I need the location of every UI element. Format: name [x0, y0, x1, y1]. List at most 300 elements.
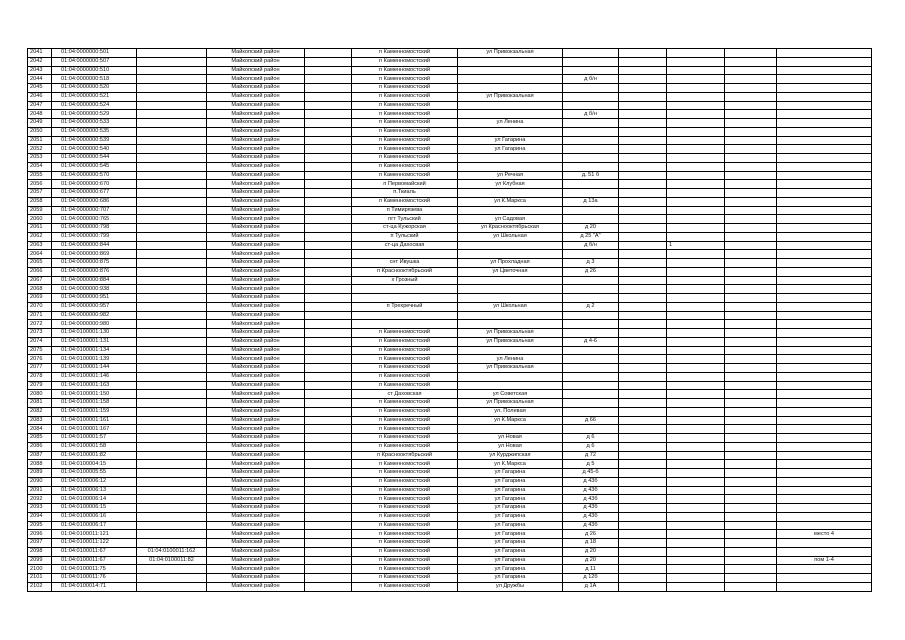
table-cell: [777, 407, 872, 416]
table-cell: 01:04:0000000:707: [52, 206, 137, 215]
table-cell: [305, 250, 352, 259]
table-cell: [305, 416, 352, 425]
table-cell: [667, 49, 725, 58]
table-cell: [667, 180, 725, 189]
table-cell: [777, 486, 872, 495]
table-cell: [777, 582, 872, 591]
table-cell: 2093: [28, 504, 52, 513]
table-cell: [777, 320, 872, 329]
table-cell: 2076: [28, 355, 52, 364]
table-cell: [619, 434, 667, 443]
table-cell: [777, 416, 872, 425]
table-cell: [137, 154, 207, 163]
table-cell: [725, 189, 777, 198]
table-cell: [563, 206, 619, 215]
table-cell: п Каменномостский: [352, 521, 458, 530]
table-row: [28, 49, 872, 58]
table-cell: [725, 66, 777, 75]
table-cell: Майкопский район: [207, 197, 305, 206]
table-cell: ул Гагарина: [458, 495, 563, 504]
table-row: [28, 407, 872, 416]
table-cell: [137, 189, 207, 198]
table-cell: 2057: [28, 189, 52, 198]
table-cell: д 66: [563, 416, 619, 425]
table-cell: 2100: [28, 565, 52, 574]
table-cell: ул Гагарина: [458, 565, 563, 574]
table-cell: 01:04:0100001:150: [52, 390, 137, 399]
table-cell: Майкопский район: [207, 49, 305, 58]
table-cell: [667, 294, 725, 303]
table-cell: [305, 565, 352, 574]
table-cell: [563, 320, 619, 329]
table-cell: 01:04:0000000:798: [52, 224, 137, 233]
table-cell: [667, 469, 725, 478]
table-row: [28, 206, 872, 215]
table-cell: [563, 119, 619, 128]
table-cell: д 26: [563, 267, 619, 276]
table-cell: Майкопский район: [207, 381, 305, 390]
table-cell: 01:04:0100001:134: [52, 346, 137, 355]
table-cell: ул Школьная: [458, 302, 563, 311]
table-cell: [777, 460, 872, 469]
table-cell: [619, 486, 667, 495]
table-cell: [725, 276, 777, 285]
table-cell: [619, 215, 667, 224]
table-cell: [137, 320, 207, 329]
table-cell: [305, 206, 352, 215]
table-cell: [777, 189, 872, 198]
table-cell: 01:04:0100006:15: [52, 504, 137, 513]
table-cell: 01:04:0100011:162: [137, 547, 207, 556]
table-cell: Майкопский район: [207, 57, 305, 66]
table-cell: Майкопский район: [207, 320, 305, 329]
table-cell: ст-ца Кужорская: [352, 224, 458, 233]
table-cell: [725, 434, 777, 443]
table-cell: [667, 451, 725, 460]
table-cell: [777, 101, 872, 110]
table-cell: [619, 390, 667, 399]
table-row: [28, 556, 872, 565]
table-cell: [305, 171, 352, 180]
table-cell: 01:04:0100011:75: [52, 565, 137, 574]
table-cell: 01:04:0000000:951: [52, 294, 137, 303]
table-row: [28, 311, 872, 320]
table-cell: 2083: [28, 416, 52, 425]
table-cell: [619, 512, 667, 521]
table-cell: 2096: [28, 530, 52, 539]
table-cell: [619, 84, 667, 93]
table-cell: ул Школьная: [458, 232, 563, 241]
table-cell: [777, 84, 872, 93]
table-cell: [667, 215, 725, 224]
table-cell: [667, 224, 725, 233]
table-cell: [619, 232, 667, 241]
table-cell: 01:04:0000000:670: [52, 180, 137, 189]
table-cell: [777, 180, 872, 189]
table-cell: [137, 127, 207, 136]
table-cell: 01:04:0000000:539: [52, 136, 137, 145]
table-cell: 01:04:0000000:844: [52, 241, 137, 250]
table-cell: 2047: [28, 101, 52, 110]
table-cell: [458, 84, 563, 93]
table-cell: [563, 311, 619, 320]
table-cell: [137, 451, 207, 460]
table-cell: 01:04:0100011:67: [52, 556, 137, 565]
table-cell: 01:04:0100001:163: [52, 381, 137, 390]
table-cell: [619, 66, 667, 75]
table-cell: п Каменномостский: [352, 407, 458, 416]
table-cell: п Каменномостский: [352, 399, 458, 408]
table-cell: [667, 381, 725, 390]
table-cell: [137, 521, 207, 530]
table-cell: [305, 346, 352, 355]
table-cell: [305, 127, 352, 136]
table-cell: п Каменномостский: [352, 372, 458, 381]
table-cell: [305, 495, 352, 504]
table-cell: 2071: [28, 311, 52, 320]
table-cell: Майкопский район: [207, 154, 305, 163]
table-cell: [725, 101, 777, 110]
table-cell: 2045: [28, 84, 52, 93]
table-cell: [777, 425, 872, 434]
table-cell: 01:04:0100006:16: [52, 512, 137, 521]
table-cell: [667, 399, 725, 408]
table-cell: 01:04:0000000:540: [52, 145, 137, 154]
table-cell: [667, 285, 725, 294]
table-cell: 2089: [28, 469, 52, 478]
table-cell: Майкопский район: [207, 136, 305, 145]
table-cell: 2055: [28, 171, 52, 180]
table-cell: Майкопский район: [207, 521, 305, 530]
table-cell: [777, 154, 872, 163]
table-cell: [619, 101, 667, 110]
table-cell: Майкопский район: [207, 101, 305, 110]
table-cell: Майкопский район: [207, 84, 305, 93]
table-cell: [137, 136, 207, 145]
table-cell: [563, 390, 619, 399]
table-cell: п Каменномостский: [352, 49, 458, 58]
table-cell: 01:04:0000000:799: [52, 232, 137, 241]
table-cell: [458, 241, 563, 250]
table-row: [28, 574, 872, 583]
table-cell: Майкопский район: [207, 416, 305, 425]
table-cell: [458, 372, 563, 381]
table-cell: [563, 189, 619, 198]
table-cell: [305, 556, 352, 565]
table-cell: [458, 154, 563, 163]
table-cell: п Каменномостский: [352, 381, 458, 390]
table-cell: [725, 92, 777, 101]
table-cell: ул Привокзальная: [458, 329, 563, 338]
table-cell: [305, 329, 352, 338]
table-cell: [305, 224, 352, 233]
table-cell: [137, 407, 207, 416]
table-cell: [137, 442, 207, 451]
table-row: [28, 390, 872, 399]
table-cell: ул Гагарина: [458, 547, 563, 556]
table-cell: [777, 92, 872, 101]
table-cell: [305, 241, 352, 250]
table-cell: Майкопский район: [207, 565, 305, 574]
table-cell: Майкопский район: [207, 442, 305, 451]
table-row: [28, 197, 872, 206]
table-cell: [563, 355, 619, 364]
table-cell: 2052: [28, 145, 52, 154]
table-cell: [137, 101, 207, 110]
table-cell: 01:04:0000000:570: [52, 171, 137, 180]
table-cell: [725, 154, 777, 163]
table-cell: [619, 259, 667, 268]
table-cell: [458, 425, 563, 434]
table-cell: [667, 57, 725, 66]
table-cell: 01:04:0100011:121: [52, 530, 137, 539]
table-cell: [137, 372, 207, 381]
table-cell: ул Гагарина: [458, 574, 563, 583]
table-cell: [305, 425, 352, 434]
table-cell: 2102: [28, 582, 52, 591]
table-cell: 2079: [28, 381, 52, 390]
table-cell: 2087: [28, 451, 52, 460]
table-cell: [305, 232, 352, 241]
table-cell: д 43б: [563, 521, 619, 530]
table-cell: [667, 346, 725, 355]
table-cell: Майкопский район: [207, 486, 305, 495]
table-cell: 01:04:0000000:529: [52, 110, 137, 119]
table-cell: [619, 530, 667, 539]
table-cell: Майкопский район: [207, 285, 305, 294]
table-cell: 01:04:0000000:545: [52, 162, 137, 171]
table-cell: [725, 407, 777, 416]
table-cell: [458, 110, 563, 119]
table-cell: [619, 189, 667, 198]
table-cell: [667, 276, 725, 285]
table-cell: 01:04:0100001:57: [52, 434, 137, 443]
table-cell: п Каменномостский: [352, 416, 458, 425]
table-cell: 01:04:0000000:876: [52, 267, 137, 276]
table-cell: Майкопский район: [207, 469, 305, 478]
table-cell: [725, 582, 777, 591]
table-cell: [137, 215, 207, 224]
table-row: [28, 267, 872, 276]
table-cell: Майкопский район: [207, 346, 305, 355]
table-cell: [137, 390, 207, 399]
table-cell: [777, 267, 872, 276]
table-cell: [137, 512, 207, 521]
table-cell: п Каменномостский: [352, 495, 458, 504]
table-row: [28, 154, 872, 163]
table-cell: 01:04:0100006:17: [52, 521, 137, 530]
table-cell: п Каменномостский: [352, 92, 458, 101]
table-cell: ул Гагарина: [458, 521, 563, 530]
table-cell: [725, 75, 777, 84]
table-cell: [619, 320, 667, 329]
table-cell: [137, 119, 207, 128]
table-cell: [725, 504, 777, 513]
table-cell: Майкопский район: [207, 110, 305, 119]
table-cell: п Каменномостский: [352, 425, 458, 434]
table-cell: Майкопский район: [207, 329, 305, 338]
table-cell: д 25 "А": [563, 232, 619, 241]
table-cell: [619, 364, 667, 373]
table-cell: [305, 539, 352, 548]
table-cell: 2043: [28, 66, 52, 75]
table-row: [28, 355, 872, 364]
table-cell: [667, 442, 725, 451]
table-cell: п Каменномостский: [352, 101, 458, 110]
table-cell: ул Привокзальная: [458, 49, 563, 58]
table-cell: [305, 215, 352, 224]
table-cell: [563, 346, 619, 355]
table-cell: [619, 49, 667, 58]
table-cell: [725, 399, 777, 408]
table-cell: [305, 504, 352, 513]
table-cell: п Каменномостский: [352, 530, 458, 539]
table-cell: 01:04:0000000:938: [52, 285, 137, 294]
table-cell: [458, 346, 563, 355]
table-cell: [777, 276, 872, 285]
table-cell: п Каменномостский: [352, 486, 458, 495]
table-cell: ул Дружбы: [458, 582, 563, 591]
table-cell: п Каменномостский: [352, 66, 458, 75]
table-row: [28, 119, 872, 128]
table-cell: [725, 127, 777, 136]
table-cell: 01:04:0000000:521: [52, 92, 137, 101]
table-row: [28, 224, 872, 233]
table-row: [28, 276, 872, 285]
table-cell: [137, 224, 207, 233]
table-cell: 2075: [28, 346, 52, 355]
table-row: [28, 241, 872, 250]
table-cell: [305, 145, 352, 154]
table-cell: [137, 66, 207, 75]
table-cell: [305, 119, 352, 128]
table-cell: [458, 276, 563, 285]
table-cell: [667, 154, 725, 163]
table-cell: 2092: [28, 495, 52, 504]
table-cell: [725, 451, 777, 460]
table-cell: Майкопский район: [207, 399, 305, 408]
table-cell: ул. Полевая: [458, 407, 563, 416]
table-cell: [725, 495, 777, 504]
table-cell: [725, 162, 777, 171]
table-cell: 01:04:0100001:158: [52, 399, 137, 408]
table-cell: 2085: [28, 434, 52, 443]
table-cell: [777, 539, 872, 548]
table-cell: [137, 84, 207, 93]
table-cell: [563, 84, 619, 93]
table-cell: п Каменномостский: [352, 110, 458, 119]
table-cell: [725, 547, 777, 556]
table-cell: 2084: [28, 425, 52, 434]
table-row: [28, 250, 872, 259]
table-cell: п Каменномостский: [352, 364, 458, 373]
table-row: [28, 495, 872, 504]
table-cell: [619, 267, 667, 276]
table-cell: [619, 355, 667, 364]
table-cell: ул Привокзальная: [458, 399, 563, 408]
table-cell: Майкопский район: [207, 162, 305, 171]
table-cell: [667, 512, 725, 521]
table-cell: [137, 302, 207, 311]
table-cell: [667, 416, 725, 425]
table-cell: ул Гагарина: [458, 530, 563, 539]
table-cell: [667, 189, 725, 198]
table-cell: [563, 162, 619, 171]
table-cell: [725, 215, 777, 224]
table-cell: 2072: [28, 320, 52, 329]
table-cell: п Каменномостский: [352, 582, 458, 591]
table-cell: [619, 469, 667, 478]
table-cell: 01:04:0100001:144: [52, 364, 137, 373]
table-cell: [725, 381, 777, 390]
table-cell: 01:04:0100006:13: [52, 486, 137, 495]
table-cell: [777, 250, 872, 259]
table-cell: [725, 171, 777, 180]
table-cell: [777, 372, 872, 381]
table-cell: [725, 232, 777, 241]
table-cell: [137, 232, 207, 241]
table-cell: [137, 530, 207, 539]
table-row: [28, 259, 872, 268]
table-cell: Майкопский район: [207, 189, 305, 198]
table-cell: [619, 206, 667, 215]
table-cell: Майкопский район: [207, 119, 305, 128]
table-row: [28, 434, 872, 443]
table-cell: [725, 477, 777, 486]
table-row: [28, 189, 872, 198]
table-cell: д 43б: [563, 477, 619, 486]
table-cell: Майкопский район: [207, 259, 305, 268]
table-cell: [777, 469, 872, 478]
table-cell: п Каменномостский: [352, 504, 458, 513]
table-cell: [563, 92, 619, 101]
table-cell: ул Гагарина: [458, 512, 563, 521]
table-cell: [137, 425, 207, 434]
table-cell: [137, 434, 207, 443]
table-cell: Майкопский район: [207, 267, 305, 276]
table-cell: 01:04:0100001:139: [52, 355, 137, 364]
table-cell: снт Ивушка: [352, 259, 458, 268]
table-cell: [725, 311, 777, 320]
table-cell: [725, 442, 777, 451]
table-cell: Майкопский район: [207, 530, 305, 539]
table-cell: [137, 311, 207, 320]
table-cell: [725, 460, 777, 469]
table-cell: д 3: [563, 259, 619, 268]
table-cell: пгт Тульский: [352, 215, 458, 224]
table-row: [28, 547, 872, 556]
table-cell: 01:04:0000000:520: [52, 84, 137, 93]
table-cell: [305, 364, 352, 373]
table-cell: [667, 136, 725, 145]
table-cell: [667, 337, 725, 346]
table-cell: п Первомайский: [352, 180, 458, 189]
table-cell: [305, 486, 352, 495]
table-cell: [619, 337, 667, 346]
table-cell: 01:04:0100001:131: [52, 337, 137, 346]
table-cell: 2078: [28, 372, 52, 381]
table-cell: [305, 75, 352, 84]
spreadsheet: [27, 48, 872, 592]
table-cell: 2090: [28, 477, 52, 486]
table-cell: 01:04:0000000:507: [52, 57, 137, 66]
table-cell: ул Привокзальная: [458, 92, 563, 101]
table-cell: д 12б: [563, 574, 619, 583]
table-cell: [305, 162, 352, 171]
table-cell: [777, 504, 872, 513]
table-cell: Майкопский район: [207, 434, 305, 443]
table-cell: [305, 101, 352, 110]
